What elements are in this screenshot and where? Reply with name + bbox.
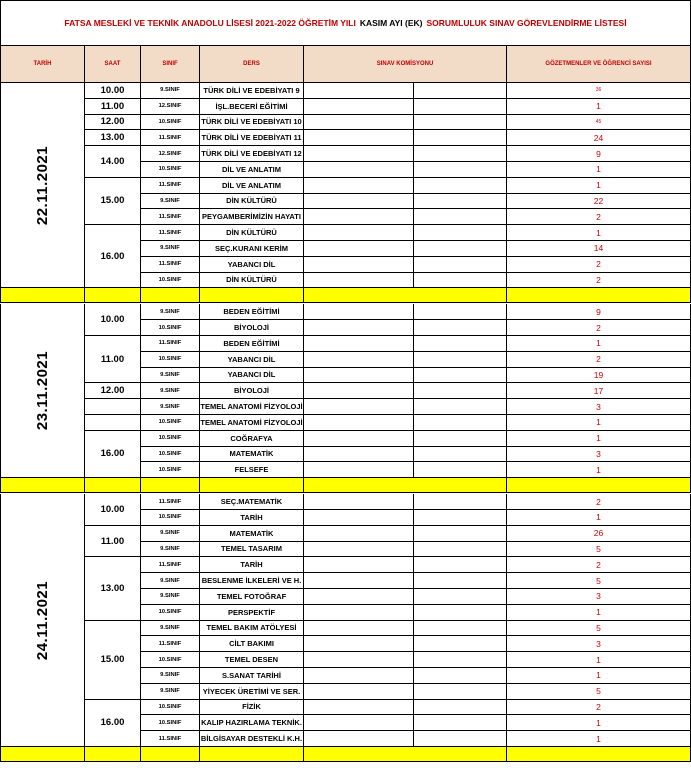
ogrenci-sayisi-cell: 1	[507, 225, 691, 241]
komisyon-cell-1	[304, 304, 414, 320]
komisyon-cell-2	[414, 636, 507, 652]
sinif-cell: 9.SINIF	[141, 194, 200, 210]
ogrenci-sayisi-cell: 5	[507, 573, 691, 589]
ogrenci-sayisi-cell: 1	[507, 652, 691, 668]
ders-cell: PERSPEKTİF	[200, 605, 304, 621]
sinif-cell: 10.SINIF	[141, 510, 200, 526]
separator-cell	[85, 747, 141, 762]
separator-cell	[200, 478, 304, 493]
sinif-cell: 10.SINIF	[141, 605, 200, 621]
komisyon-cell-2	[414, 542, 507, 558]
date-cell	[0, 83, 85, 288]
title-part-3: SORUMLULUK SINAV GÖREVLENDİRME LİSTESİ	[426, 18, 627, 28]
separator-cell	[85, 288, 141, 303]
ogrenci-sayisi-cell: 1	[507, 99, 691, 115]
komisyon-cell-2	[414, 447, 507, 463]
header-ders: DERS	[200, 46, 304, 83]
komisyon-cell-2	[414, 194, 507, 210]
komisyon-cell-1	[304, 336, 414, 352]
ders-cell: BİYOLOJİ	[200, 383, 304, 399]
komisyon-cell-1	[304, 605, 414, 621]
komisyon-cell-2	[414, 399, 507, 415]
header-saat: SAAT	[85, 46, 141, 83]
ders-cell: COĞRAFYA	[200, 431, 304, 447]
ders-cell: YABANCI DİL	[200, 368, 304, 384]
sinif-cell: 9.SINIF	[141, 542, 200, 558]
ders-cell: S.SANAT TARİHİ	[200, 668, 304, 684]
sinif-cell: 9.SINIF	[141, 684, 200, 700]
ogrenci-sayisi-cell: 2	[507, 557, 691, 573]
komisyon-cell-2	[414, 589, 507, 605]
komisyon-cell-1	[304, 178, 414, 194]
sinif-cell: 9.SINIF	[141, 589, 200, 605]
komisyon-cell-1	[304, 83, 414, 99]
ders-cell: BEDEN EĞİTİMİ	[200, 336, 304, 352]
header-sinav-komisyonu: SINAV KOMİSYONU	[304, 46, 507, 83]
ders-cell: YABANCI DİL	[200, 257, 304, 273]
separator-cell	[141, 478, 200, 493]
ogrenci-sayisi-cell: 5	[507, 621, 691, 637]
ogrenci-sayisi-cell: 9	[507, 146, 691, 162]
ders-cell: KALIP HAZIRLAMA TEKNİK.	[200, 715, 304, 731]
komisyon-cell-1	[304, 447, 414, 463]
sinif-cell: 10.SINIF	[141, 115, 200, 131]
komisyon-cell-1	[304, 431, 414, 447]
separator-cell	[141, 747, 200, 762]
komisyon-cell-2	[414, 99, 507, 115]
komisyon-cell-1	[304, 320, 414, 336]
ogrenci-sayisi-cell: 1	[507, 336, 691, 352]
sinif-cell: 10.SINIF	[141, 273, 200, 289]
sinif-cell: 10.SINIF	[141, 320, 200, 336]
komisyon-cell-1	[304, 225, 414, 241]
ogrenci-sayisi-cell: 26	[507, 526, 691, 542]
komisyon-cell-2	[414, 462, 507, 478]
saat-cell	[85, 399, 141, 415]
ogrenci-sayisi-cell: 2	[507, 273, 691, 289]
ders-cell: TARİH	[200, 510, 304, 526]
ogrenci-sayisi-cell: 3	[507, 447, 691, 463]
sinif-cell: 11.SINIF	[141, 257, 200, 273]
komisyon-cell-2	[414, 336, 507, 352]
ders-cell: BEDEN EĞİTİMİ	[200, 304, 304, 320]
sinif-cell: 11.SINIF	[141, 731, 200, 747]
komisyon-cell-2	[414, 573, 507, 589]
ders-cell: TEMEL FOTOĞRAF	[200, 589, 304, 605]
sinif-cell: 9.SINIF	[141, 621, 200, 637]
ders-cell: BİYOLOJİ	[200, 320, 304, 336]
komisyon-cell-1	[304, 731, 414, 747]
komisyon-cell-2	[414, 130, 507, 146]
ders-cell: SEÇ.MATEMATİK	[200, 494, 304, 510]
ogrenci-sayisi-cell: 1	[507, 415, 691, 431]
ogrenci-sayisi-cell: 3	[507, 636, 691, 652]
sinif-cell: 10.SINIF	[141, 652, 200, 668]
ogrenci-sayisi-cell: 1	[507, 510, 691, 526]
saat-cell: 10.00	[85, 494, 141, 526]
header-gozetmen-sayisi: GÖZETMENLER VE ÖĞRENCİ SAYISI	[507, 46, 691, 83]
saat-cell: 16.00	[85, 700, 141, 747]
saat-cell: 12.00	[85, 115, 141, 131]
saat-cell: 13.00	[85, 130, 141, 146]
sinif-cell: 11.SINIF	[141, 130, 200, 146]
sinif-cell: 9.SINIF	[141, 83, 200, 99]
komisyon-cell-1	[304, 368, 414, 384]
komisyon-cell-1	[304, 715, 414, 731]
ogrenci-sayisi-cell: 2	[507, 352, 691, 368]
komisyon-cell-2	[414, 415, 507, 431]
komisyon-cell-2	[414, 352, 507, 368]
ogrenci-sayisi-cell: 45	[507, 115, 691, 131]
sinif-cell: 12.SINIF	[141, 146, 200, 162]
sinif-cell: 10.SINIF	[141, 715, 200, 731]
sinif-cell: 10.SINIF	[141, 700, 200, 716]
komisyon-cell-2	[414, 526, 507, 542]
sinif-cell: 10.SINIF	[141, 415, 200, 431]
ogrenci-sayisi-cell: 1	[507, 162, 691, 178]
saat-cell: 16.00	[85, 431, 141, 478]
ogrenci-sayisi-cell: 1	[507, 178, 691, 194]
ders-cell: TEMEL ANATOMİ FİZYOLOJİ	[200, 399, 304, 415]
ders-cell: YABANCI DİL	[200, 352, 304, 368]
separator-cell	[200, 747, 304, 762]
sinif-cell: 11.SINIF	[141, 636, 200, 652]
komisyon-cell-1	[304, 273, 414, 289]
separator-cell	[304, 288, 507, 303]
ogrenci-sayisi-cell: 1	[507, 462, 691, 478]
sinif-cell: 10.SINIF	[141, 162, 200, 178]
ders-cell: TEMEL ANATOMİ FİZYOLOJİ	[200, 415, 304, 431]
saat-cell: 11.00	[85, 99, 141, 115]
komisyon-cell-1	[304, 257, 414, 273]
komisyon-cell-2	[414, 510, 507, 526]
saat-cell: 10.00	[85, 304, 141, 336]
komisyon-cell-2	[414, 621, 507, 637]
ders-cell: MATEMATİK	[200, 526, 304, 542]
sinif-cell: 12.SINIF	[141, 99, 200, 115]
komisyon-cell-1	[304, 462, 414, 478]
komisyon-cell-1	[304, 146, 414, 162]
ogrenci-sayisi-cell: 5	[507, 684, 691, 700]
separator-cell	[507, 288, 691, 303]
ders-cell: TEMEL DESEN	[200, 652, 304, 668]
title-part-2: KASIM AYI (EK)	[359, 18, 423, 28]
ders-cell: DİL VE ANLATIM	[200, 162, 304, 178]
separator-cell	[0, 478, 85, 493]
komisyon-cell-2	[414, 209, 507, 225]
ders-cell: DİN KÜLTÜRÜ	[200, 273, 304, 289]
komisyon-cell-1	[304, 589, 414, 605]
komisyon-cell-2	[414, 731, 507, 747]
komisyon-cell-1	[304, 194, 414, 210]
komisyon-cell-2	[414, 273, 507, 289]
separator-cell	[507, 478, 691, 493]
sinif-cell: 9.SINIF	[141, 304, 200, 320]
ogrenci-sayisi-cell: 19	[507, 368, 691, 384]
saat-cell: 15.00	[85, 178, 141, 225]
ogrenci-sayisi-cell: 1	[507, 605, 691, 621]
ders-cell: SEÇ.KURANI KERİM	[200, 241, 304, 257]
ogrenci-sayisi-cell: 14	[507, 241, 691, 257]
ogrenci-sayisi-cell: 17	[507, 383, 691, 399]
saat-cell: 14.00	[85, 146, 141, 178]
ogrenci-sayisi-cell: 1	[507, 715, 691, 731]
komisyon-cell-1	[304, 494, 414, 510]
komisyon-cell-1	[304, 99, 414, 115]
ders-cell: PEYGAMBERİMİZİN HAYATI	[200, 209, 304, 225]
ders-cell: DİN KÜLTÜRÜ	[200, 225, 304, 241]
sinif-cell: 11.SINIF	[141, 557, 200, 573]
komisyon-cell-2	[414, 494, 507, 510]
komisyon-cell-2	[414, 557, 507, 573]
separator-cell	[0, 288, 85, 303]
komisyon-cell-2	[414, 700, 507, 716]
ogrenci-sayisi-cell: 36	[507, 83, 691, 99]
komisyon-cell-2	[414, 652, 507, 668]
komisyon-cell-1	[304, 636, 414, 652]
ogrenci-sayisi-cell: 2	[507, 494, 691, 510]
komisyon-cell-1	[304, 383, 414, 399]
ogrenci-sayisi-cell: 1	[507, 731, 691, 747]
saat-cell: 15.00	[85, 621, 141, 700]
date-cell	[0, 494, 85, 747]
separator-cell	[304, 478, 507, 493]
sinif-cell: 11.SINIF	[141, 225, 200, 241]
sinif-cell: 10.SINIF	[141, 431, 200, 447]
komisyon-cell-1	[304, 115, 414, 131]
ders-cell: İŞL.BECERİ EĞİTİMİ	[200, 99, 304, 115]
komisyon-cell-2	[414, 304, 507, 320]
ogrenci-sayisi-cell: 1	[507, 668, 691, 684]
saat-cell: 12.00	[85, 383, 141, 399]
komisyon-cell-2	[414, 668, 507, 684]
ders-cell: TÜRK DİLİ VE EDEBİYATI 9	[200, 83, 304, 99]
exam-date: 22.11.2021	[34, 145, 51, 225]
komisyon-cell-1	[304, 510, 414, 526]
separator-cell	[304, 747, 507, 762]
sinif-cell: 9.SINIF	[141, 399, 200, 415]
ogrenci-sayisi-cell: 2	[507, 209, 691, 225]
header-sinif: SINIF	[141, 46, 200, 83]
saat-cell: 16.00	[85, 225, 141, 288]
saat-cell: 11.00	[85, 526, 141, 558]
sinif-cell: 9.SINIF	[141, 241, 200, 257]
sinif-cell: 9.SINIF	[141, 383, 200, 399]
komisyon-cell-2	[414, 715, 507, 731]
header-tarih: TARİH	[0, 46, 85, 83]
sinif-cell: 9.SINIF	[141, 368, 200, 384]
komisyon-cell-2	[414, 383, 507, 399]
komisyon-cell-2	[414, 684, 507, 700]
ders-cell: TARİH	[200, 557, 304, 573]
ders-cell: BESLENME İLKELERİ VE H.	[200, 573, 304, 589]
komisyon-cell-1	[304, 162, 414, 178]
separator-cell	[507, 747, 691, 762]
komisyon-cell-1	[304, 415, 414, 431]
ogrenci-sayisi-cell: 3	[507, 399, 691, 415]
sinif-cell: 9.SINIF	[141, 668, 200, 684]
sinif-cell: 9.SINIF	[141, 573, 200, 589]
sinif-cell: 11.SINIF	[141, 494, 200, 510]
komisyon-cell-1	[304, 621, 414, 637]
komisyon-cell-1	[304, 542, 414, 558]
ders-cell: DİN KÜLTÜRÜ	[200, 194, 304, 210]
ders-cell: YİYECEK ÜRETİMİ VE SER.	[200, 684, 304, 700]
komisyon-cell-1	[304, 652, 414, 668]
ogrenci-sayisi-cell: 2	[507, 700, 691, 716]
separator-cell	[141, 288, 200, 303]
komisyon-cell-2	[414, 162, 507, 178]
ders-cell: TEMEL TASARIM	[200, 542, 304, 558]
sinif-cell: 10.SINIF	[141, 447, 200, 463]
komisyon-cell-2	[414, 146, 507, 162]
komisyon-cell-2	[414, 241, 507, 257]
ders-cell: DİL VE ANLATIM	[200, 178, 304, 194]
ders-cell: FELSEFE	[200, 462, 304, 478]
ders-cell: BİLGİSAYAR DESTEKLİ K.H.	[200, 731, 304, 747]
exam-date: 24.11.2021	[34, 580, 51, 660]
exam-date: 23.11.2021	[34, 351, 51, 431]
komisyon-cell-1	[304, 684, 414, 700]
date-cell	[0, 304, 85, 478]
separator-cell	[0, 747, 85, 762]
sinif-cell: 9.SINIF	[141, 526, 200, 542]
ogrenci-sayisi-cell: 3	[507, 589, 691, 605]
saat-cell: 10.00	[85, 83, 141, 99]
komisyon-cell-1	[304, 668, 414, 684]
ders-cell: TÜRK DİLİ VE EDEBİYATI 10	[200, 115, 304, 131]
komisyon-cell-1	[304, 241, 414, 257]
ogrenci-sayisi-cell: 2	[507, 257, 691, 273]
komisyon-cell-2	[414, 178, 507, 194]
komisyon-cell-1	[304, 573, 414, 589]
sinif-cell: 11.SINIF	[141, 336, 200, 352]
ders-cell: FİZİK	[200, 700, 304, 716]
komisyon-cell-2	[414, 368, 507, 384]
separator-cell	[200, 288, 304, 303]
title-part-1: FATSA MESLEKİ VE TEKNİK ANADOLU LİSESİ 2021-2022 ÖĞRETİM YILI	[64, 18, 356, 28]
sinif-cell: 10.SINIF	[141, 462, 200, 478]
komisyon-cell-2	[414, 431, 507, 447]
ogrenci-sayisi-cell: 1	[507, 431, 691, 447]
ogrenci-sayisi-cell: 24	[507, 130, 691, 146]
ders-cell: TÜRK DİLİ VE EDEBİYATI 12	[200, 146, 304, 162]
saat-cell: 13.00	[85, 557, 141, 620]
komisyon-cell-2	[414, 83, 507, 99]
ogrenci-sayisi-cell: 22	[507, 194, 691, 210]
komisyon-cell-2	[414, 605, 507, 621]
ders-cell: TEMEL BAKIM ATÖLYESİ	[200, 621, 304, 637]
komisyon-cell-1	[304, 399, 414, 415]
komisyon-cell-1	[304, 700, 414, 716]
ders-cell: TÜRK DİLİ VE EDEBİYATI 11	[200, 130, 304, 146]
komisyon-cell-1	[304, 130, 414, 146]
ders-cell: MATEMATİK	[200, 447, 304, 463]
saat-cell: 11.00	[85, 336, 141, 383]
komisyon-cell-1	[304, 209, 414, 225]
saat-cell	[85, 415, 141, 431]
ogrenci-sayisi-cell: 2	[507, 320, 691, 336]
ogrenci-sayisi-cell: 9	[507, 304, 691, 320]
separator-cell	[85, 478, 141, 493]
sinif-cell: 11.SINIF	[141, 178, 200, 194]
komisyon-cell-2	[414, 257, 507, 273]
sinif-cell: 11.SINIF	[141, 209, 200, 225]
komisyon-cell-2	[414, 225, 507, 241]
komisyon-cell-1	[304, 526, 414, 542]
komisyon-cell-2	[414, 115, 507, 131]
ders-cell: CİLT BAKIMI	[200, 636, 304, 652]
komisyon-cell-1	[304, 352, 414, 368]
sinif-cell: 10.SINIF	[141, 352, 200, 368]
ogrenci-sayisi-cell: 5	[507, 542, 691, 558]
komisyon-cell-1	[304, 557, 414, 573]
komisyon-cell-2	[414, 320, 507, 336]
